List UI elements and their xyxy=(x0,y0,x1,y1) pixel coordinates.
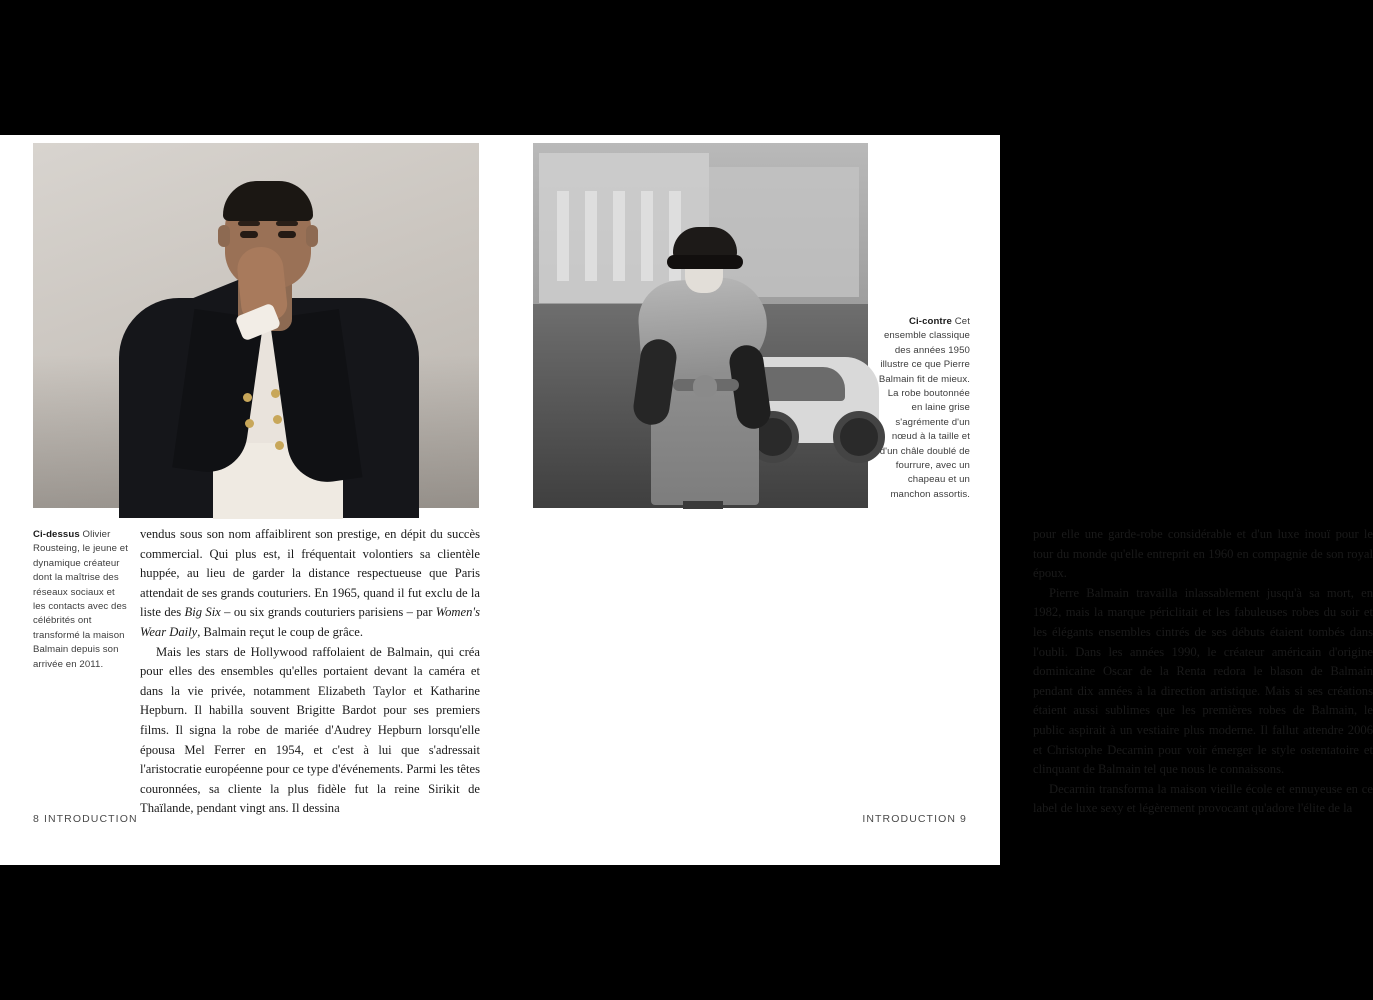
eyebrow-right xyxy=(276,221,298,226)
ear-left xyxy=(218,225,230,247)
folio-right: INTRODUCTION 9 xyxy=(862,813,967,825)
paragraph: Decarnin transforma la maison vieille école et ennuyeuse en ce label de luxe sexy et légèrement provocant qu'adore l'élite de la xyxy=(1033,781,1373,816)
column xyxy=(613,191,625,281)
caption-left-text: Olivier Rousteing, le jeune et dynamique créateur dont la maîtrise des réseaux sociaux et les contacts avec des célébrités ont transformé la maison Balmain depuis son arrivée en 2011. xyxy=(33,529,129,670)
body-text-left xyxy=(140,525,480,819)
column xyxy=(585,191,597,281)
gold-button xyxy=(271,389,280,398)
portrait-photo-left xyxy=(33,143,479,508)
right-page xyxy=(500,135,1373,865)
model-legs xyxy=(683,501,723,509)
caption-right-text: Cet ensemble classique des années 1950 illustre ce que Pierre Balmain fit de mieux. La robe boutonnée en laine grise s'agrémente d'un nœud à la taille et d'un châle doublé de fourrure, avec un chapeau et un manchon assortis. xyxy=(878,316,970,500)
body-text-right xyxy=(1033,525,1373,819)
eye-left xyxy=(240,231,258,238)
gold-button xyxy=(273,415,282,424)
caption-left xyxy=(33,528,129,672)
caption-right-lead: Ci-contre xyxy=(908,316,952,327)
paragraph: Mais les stars de Hollywood raffolaient de Balmain, qui créa pour elles des ensembles qu'elles portaient devant la caméra et dans la vie privée, notamment Elizabeth Taylor et Katharine Hepburn. Il habilla souvent Brigitte Bardot pour ses premiers films. Il signa la robe de mariée d'Audrey Hepburn lorsqu'elle épousa Mel Ferrer en 1954, et c'est à lui que s'adressait l'aristocratie européenne pour ce type d'événements. Parmi les têtes couronnées, sa cliente la plus fidèle fut la reine Sirikit de Thaïlande, pendant vingt ans. Il dessina xyxy=(140,644,480,816)
belt-knot xyxy=(693,375,717,397)
book-spread xyxy=(0,135,1373,865)
archive-photo-right xyxy=(533,143,868,508)
eyebrow-left xyxy=(238,221,260,226)
model-figure xyxy=(637,219,769,509)
paragraph: pour elle une garde-robe considérable et d'un luxe inouï pour le tour du monde qu'elle entreprit en 1960 en compagnie de son royal époux. xyxy=(1033,527,1373,581)
gold-button xyxy=(275,441,284,450)
paragraph: Pierre Balmain travailla inlassablement jusqu'à sa mort, en 1982, mais la marque périclitait et les fabuleuses robes du soir et les élégants ensembles cintrés de ses débuts étaient tombés dans l'oubli. Dans les années 1990, le créateur américain d'origine dominicaine Oscar de la Renta redora le blason de Balmain pendant dix années à la direction artistique. Mais si ses créations étaient aussi sublimes que les premières robes de Balmain, le public aspirait à un vestiaire plus moderne. Il fallut attendre 2006 et Christophe Decarnin pour voir émerger le style ostentatoire et clinquant de Balmain tel que nous le connaissons. xyxy=(1033,585,1373,777)
spread-container xyxy=(0,135,1373,865)
caption-left-lead: Ci-dessus xyxy=(33,529,80,540)
paragraph: vendus sous son nom affaiblirent son prestige, en dépit du succès commercial. Qui plus est, il fréquentait volontiers sa clientèle huppée, au lieu de garder la distance respectueuse que Paris attendait de ses grands couturiers. En 1965, quand il fut exclu de la liste des Big Six – ou six grands couturiers parisiens – par Women's Wear Daily, Balmain reçut le coup de grâce. xyxy=(140,527,481,639)
column xyxy=(557,191,569,281)
eye-right xyxy=(278,231,296,238)
hair xyxy=(223,181,313,221)
hat-brim xyxy=(667,255,743,269)
ear-right xyxy=(306,225,318,247)
left-page xyxy=(0,135,500,865)
gold-button xyxy=(245,419,254,428)
gold-button xyxy=(243,393,252,402)
folio-left: 8 INTRODUCTION xyxy=(33,813,138,825)
caption-right xyxy=(878,315,970,502)
